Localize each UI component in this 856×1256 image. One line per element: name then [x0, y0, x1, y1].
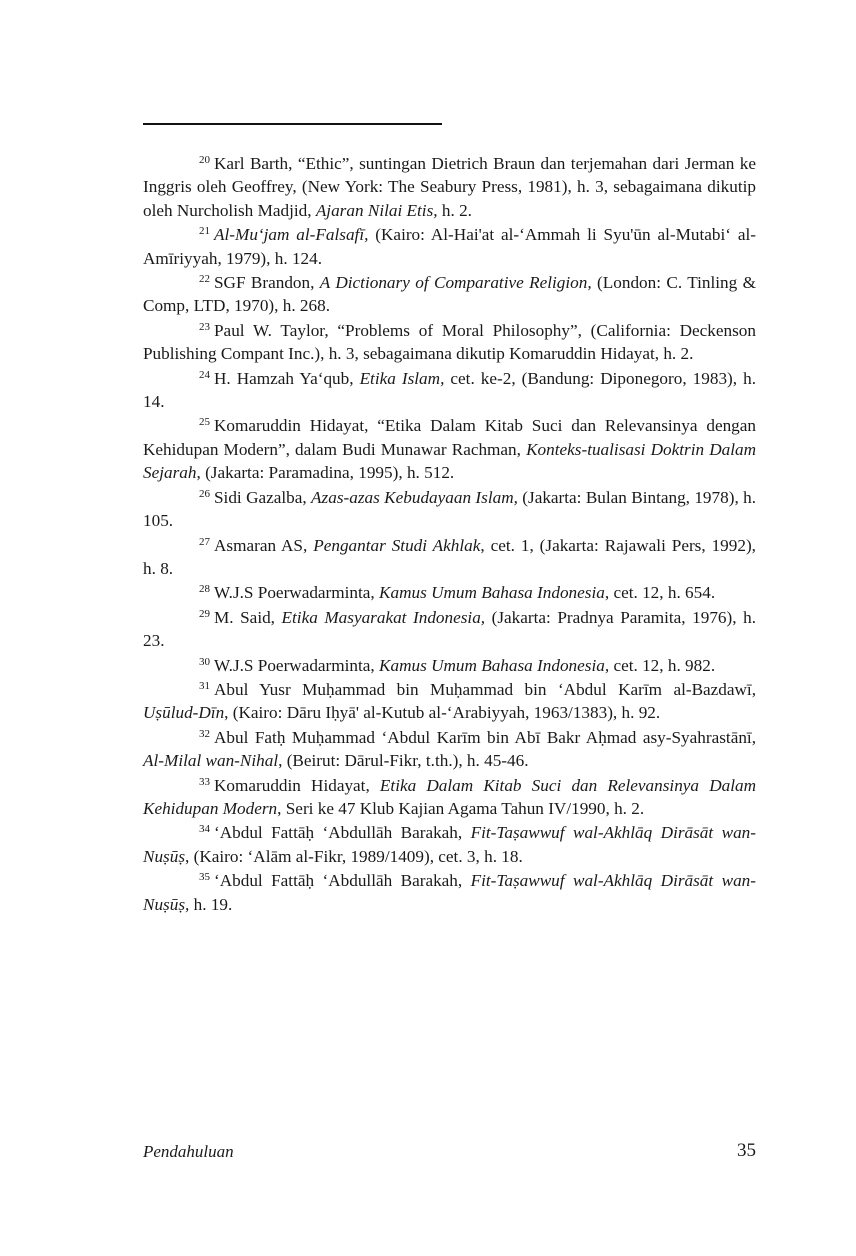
footnote-number: 32: [199, 727, 210, 740]
footnote-text-end: , (Kairo: Dāru Iḥyā' al-Kutub al-‘Arabiyyah, 1963/1383), h. 92.: [224, 703, 661, 723]
footnote-text-end: , (Jakarta: Paramadina, 1995), h. 512.: [196, 463, 455, 483]
footnote-work-title: Kamus Umum Bahasa Indonesia: [379, 655, 605, 675]
footnote-text: H. Hamzah Ya‘qub,: [214, 368, 360, 388]
footnote-text: Sidi Gazalba,: [214, 487, 312, 507]
footnote-text-end: , cet. 12, h. 654.: [604, 583, 716, 603]
footnote-number: 21: [199, 225, 210, 238]
footnote-work-title: Fit-Taṣawwuf wal-Akhlāq Dirāsāt wan-Nuṣūṣ,: [143, 871, 756, 914]
footnote-text-end: (London: C. Tinling & Comp, LTD, 1970), h. 268.: [143, 273, 756, 316]
page-number: 35: [737, 1140, 756, 1161]
footnote: [143, 319, 756, 366]
footnote-work-title: Azas-azas Kebudayaan Islam,: [311, 487, 518, 507]
footnote-number: 33: [199, 775, 210, 788]
footnote: [143, 774, 756, 821]
footnote-work-title: Kamus Umum Bahasa Indonesia: [379, 583, 605, 603]
footnote-text-end: , (Beirut: Dārul-Fikr, t.th.), h. 45-46.: [278, 751, 529, 771]
footnote-work-title: Konteks-tualisasi Doktrin Dalam Sejarah: [143, 439, 756, 483]
footnote-work-title: Etika Islam,: [359, 368, 445, 388]
footnote-number: 31: [199, 679, 210, 692]
footnote: [143, 869, 756, 916]
footnote-work-title: Uṣūlud-Dīn: [143, 703, 225, 723]
footnote-text-end: h. 2.: [437, 200, 472, 220]
footnote-text: W.J.S Poerwadarminta,: [214, 655, 380, 675]
footnote-number: 24: [199, 368, 210, 381]
footnote-text: M. Said,: [214, 607, 282, 627]
footnote: [143, 654, 756, 677]
footnote: [143, 821, 756, 868]
footnote-text-end: , (Kairo: ‘Alām al-Fikr, 1989/1409), cet. 3, h. 18.: [185, 846, 523, 866]
footnote-text-end: , cet. 1, (Jakarta: Rajawali Pers, 1992), h. 8.: [143, 535, 756, 578]
footnote-text-end: cet. ke-2, (Bandung: Diponegoro, 1983), h. 14.: [143, 368, 757, 412]
footnote-number: 30: [199, 655, 210, 668]
footnote-number: 20: [199, 154, 210, 166]
footnote-text: ‘Abdul Fattāḥ ‘Abdullāh Barakah,: [214, 823, 471, 843]
footnote-text-end: (Jakarta: Pradnya Paramita, 1976), h. 23.: [143, 607, 756, 651]
footnote: [143, 486, 756, 533]
footnote-text-end: h. 19.: [189, 894, 233, 914]
footnote-text: W.J.S Poerwadarminta,: [214, 583, 380, 603]
footnote-work-title: A Dictionary of Comparative Religion,: [319, 273, 592, 293]
footnote: [143, 271, 756, 318]
footnote: [143, 414, 756, 484]
footnote-text: Karl Barth, “Ethic”, suntingan Dietrich Braun dan terjemahan dari Jerman ke Inggris oleh Geoffrey, (New York: The Seabury Press, 1981), h. 3, sebagaimana dikutip oleh Nurcholish Madjid,: [143, 154, 756, 220]
footnote-text-end: , cet. 12, h. 982.: [604, 655, 716, 675]
footnote-text-end: , Seri ke 47 Klub Kajian Agama Tahun IV/1990, h. 2.: [277, 798, 645, 818]
footnote: [143, 534, 756, 581]
footnote-work-title: Ajaran Nilai Etis,: [315, 200, 438, 220]
footnote-text: ‘Abdul Fattāḥ ‘Abdullāh Barakah,: [214, 871, 471, 891]
footnote-text: Abul Fatḥ Muḥammad ‘Abdul Karīm bin Abī Bakr Aḥmad asy-Syahrastānī,: [214, 727, 756, 747]
footnote-number: 25: [199, 416, 210, 429]
footnote-work-title: Al-Mu‘jam al-Falsafī,: [214, 225, 369, 245]
footnote-work-title: Al-Milal wan-Nihal: [143, 751, 279, 771]
footnote-number: 35: [199, 871, 210, 884]
footnote-number: 26: [199, 487, 210, 500]
footnote-number: 28: [199, 583, 210, 596]
footnote: [143, 223, 756, 270]
footnote-text: Paul W. Taylor, “Problems of Moral Philosophy”, (California: Deckenson Publishing Compant Inc.), h. 3, sebagaimana dikutip Komaruddin Hidayat, h. 2.: [143, 320, 756, 364]
footnote-number: 34: [199, 823, 210, 836]
footnote-text: SGF Brandon,: [214, 273, 320, 293]
footnote: [143, 726, 756, 773]
footnote-number: 29: [199, 607, 210, 620]
footnote: [143, 678, 756, 725]
footnote-work-title: Etika Dalam Kitab Suci dan Relevansinya Dalam Kehidupan Modern: [143, 775, 756, 818]
footnote-separator: [143, 123, 442, 125]
footnotes-list: [143, 152, 756, 917]
footnote-text: Komaruddin Hidayat, “Etika Dalam Kitab Suci dan Relevansinya dengan Kehidupan Modern”, dalam Budi Munawar Rachman,: [143, 416, 756, 459]
footnote: [143, 581, 756, 604]
footnote: [143, 152, 756, 222]
footnote-work-title: Pengantar Studi Akhlak: [313, 535, 481, 555]
footnote: [143, 367, 756, 414]
footnote-text: Abul Yusr Muḥammad bin Muḥammad bin ‘Abdul Karīm al-Bazdawī,: [214, 679, 756, 699]
footnote-text-end: (Jakarta: Bulan Bintang, 1978), h. 105.: [143, 487, 756, 531]
footnote-number: 27: [199, 535, 210, 548]
footnote-number: 22: [199, 273, 210, 286]
footnote-text-end: (Kairo: Al-Hai'at al-‘Ammah li Syu'ūn al-Mutabi‘ al-Amīriyyah, 1979), h. 124.: [143, 225, 756, 268]
footnote-text: Komaruddin Hidayat,: [214, 775, 380, 795]
footnote-work-title: Etika Masyarakat Indonesia,: [281, 607, 486, 627]
footnote-text: Asmaran AS,: [214, 535, 314, 555]
footnote-work-title: Fit-Taṣawwuf wal-Akhlāq Dirāsāt wan-Nuṣūṣ: [143, 823, 756, 866]
footnote: [143, 606, 756, 653]
running-footer-title: Pendahuluan: [143, 1142, 234, 1161]
footnote-number: 23: [199, 320, 210, 333]
